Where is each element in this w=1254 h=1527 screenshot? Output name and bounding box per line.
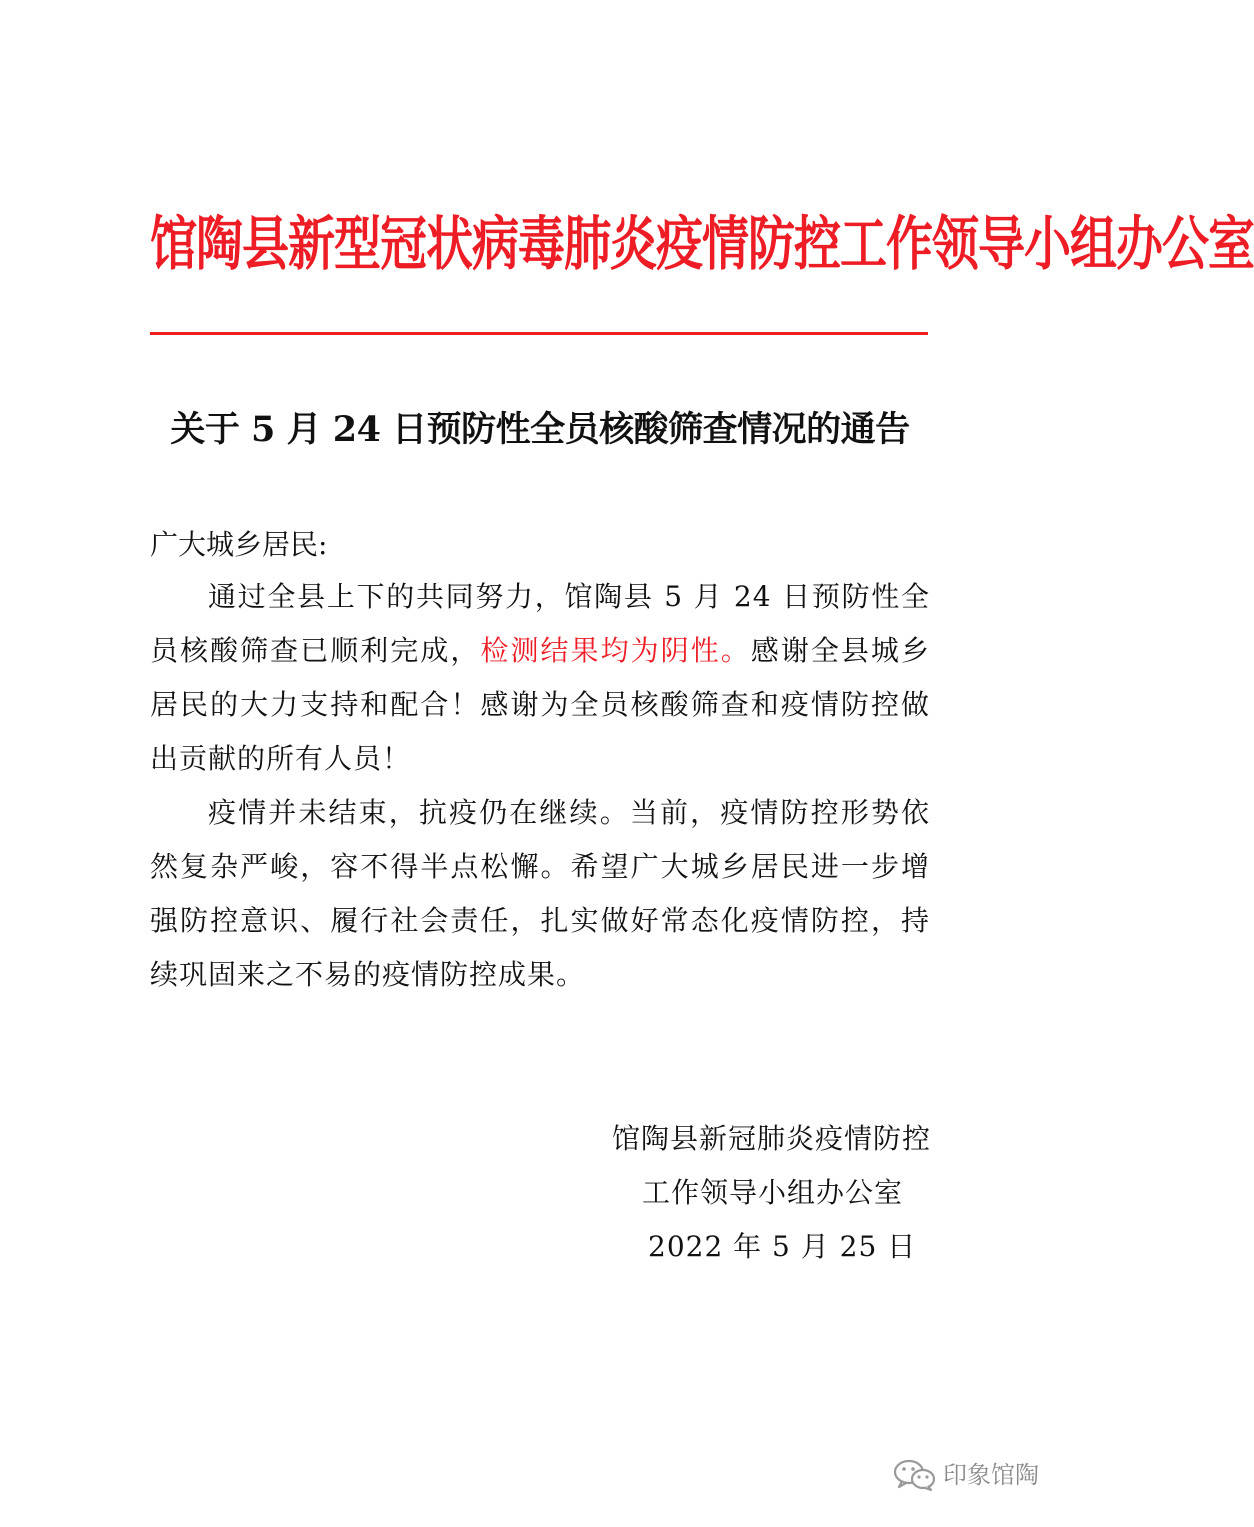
signature-block [580,1112,980,1274]
body-paragraph-2: 疫情并未结束，抗疫仍在继续。当前，疫情防控形势依然复杂严峻，容不得半点松懈。希望广大城乡居民进一步增强防控意识、履行社会责任，扎实做好常态化疫情防控，持续巩固来之不易的疫情防控成果。 [150,796,930,991]
body-paragraph-1 [150,570,930,786]
paragraph-1-text-end: 感谢全县城乡居民的大力支持和配合！感谢为全员核酸筛查和疫情防控做出贡献的所有人员！ [150,634,930,775]
wechat-icon [893,1458,937,1492]
red-divider-line [150,332,928,335]
signature-org-line-1: 馆陶县新冠肺炎疫情防控 [612,1122,932,1155]
salutation: 广大城乡居民: [150,528,328,561]
watermark [893,1455,1039,1495]
signature-date: 2022 年 5 月 25 日 [648,1230,917,1263]
negative-result-highlight: 检测结果均为阴性。 [480,634,751,667]
watermark-text: 印象馆陶 [943,1461,1039,1489]
notice-title: 关于 5 月 24 日预防性全员核酸筛查情况的通告 [170,409,910,450]
organization-header: 馆陶县新型冠状病毒肺炎疫情防控工作领导小组办公室 [150,210,1254,279]
paragraph-1-text-start: 通过全县上下的共同努力，馆陶县 5 月 24 日预防性全员核酸筛查已顺利完成， [150,580,930,667]
signature-org-line-2: 工作领导小组办公室 [642,1176,904,1209]
